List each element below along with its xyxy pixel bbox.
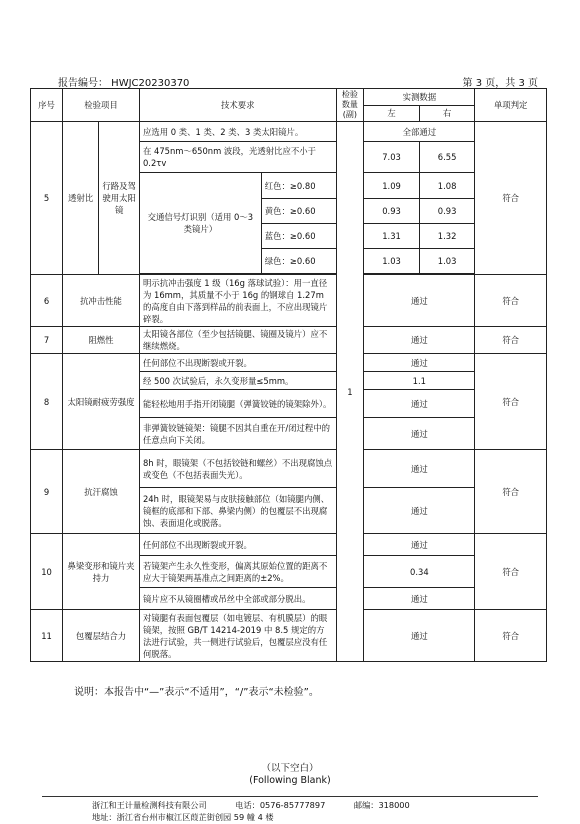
requirement-cell: 24h 时，眼镜架易与皮肤接触部位（如镜腿内侧、镜框的底部和下部、鼻梁内侧）的包覆层不出现腐蚀、表面退化或脱落。 [139, 488, 336, 534]
blank-marker-en: (Following Blank) [249, 775, 331, 786]
measured-cell: 通过 [364, 610, 475, 662]
row-item: 包覆层结合力 [63, 610, 140, 662]
requirement-cell: 应选用 0 类、1 类、2 类、3 类太阳镜片。 [139, 122, 336, 142]
measured-right: 1.08 [419, 173, 475, 199]
row-no: 11 [31, 610, 63, 662]
measured-cell: 通过 [364, 354, 475, 372]
measured-left: 7.03 [364, 142, 420, 173]
requirement-cell: 若镜架产生永久性变形，偏离其原始位置的距离不应大于镜架两基准点之间距离的±2%。 [139, 556, 336, 588]
measured-left: 1.03 [364, 249, 420, 274]
judgement-cell: 符合 [475, 534, 547, 610]
col-left: 左 [364, 105, 420, 122]
measured-cell: 通过 [364, 450, 475, 488]
measured-cell: 全部通过 [364, 122, 475, 142]
judgement-cell: 符合 [475, 275, 547, 327]
measured-cell: 通过 [364, 418, 475, 450]
col-requirement: 技术要求 [139, 89, 336, 122]
judgement-cell: 符合 [475, 610, 547, 662]
footer-address: 地址：浙江省台州市椒江区葭芷街创园 59 幢 4 楼 [92, 812, 274, 822]
requirement-cell: 黄色：≥0.60 [261, 199, 336, 224]
requirement-cell: 蓝色：≥0.60 [261, 224, 336, 249]
measured-cell: 通过 [364, 488, 475, 534]
measured-cell: 1.1 [364, 372, 475, 390]
col-measured: 实测数据 [364, 89, 475, 106]
row-item: 透射比 [63, 122, 99, 275]
requirement-cell: 太阳镜各部位（至少包括镜腿、镜圈及镜片）应不继续燃烧。 [139, 327, 336, 354]
row-item: 抗冲击性能 [63, 275, 140, 327]
row-no: 7 [31, 327, 63, 354]
measured-right: 0.93 [419, 199, 475, 224]
measured-cell: 通过 [364, 275, 475, 327]
col-judgement: 单项判定 [475, 89, 547, 122]
judgement-cell: 符合 [475, 122, 547, 275]
measured-left: 0.93 [364, 199, 420, 224]
measured-right: 1.03 [419, 249, 475, 274]
requirement-cell: 8h 时，眼镜架（不包括铰链和螺丝）不出现腐蚀点或变色（不包括表面失光）。 [139, 450, 336, 488]
row-no: 10 [31, 534, 63, 610]
judgement-cell: 符合 [475, 327, 547, 354]
row-no: 8 [31, 354, 63, 450]
measured-cell: 通过 [364, 588, 475, 610]
col-right: 右 [419, 105, 475, 122]
measured-cell: 通过 [364, 327, 475, 354]
requirement-cell: 经 500 次试验后，永久变形量≤5mm。 [139, 372, 336, 390]
col-quantity: 检验数量(副) [336, 89, 364, 122]
judgement-cell: 符合 [475, 354, 547, 450]
measured-left: 1.31 [364, 224, 420, 249]
footer-postcode: 邮编：318000 [353, 800, 410, 810]
judgement-cell: 符合 [475, 450, 547, 534]
footer-org: 浙江和王计量检测科技有限公司 [92, 800, 207, 810]
report-number: 报告编号： HWJC20230370 [58, 78, 190, 89]
requirement-cell: 红色：≥0.80 [261, 173, 336, 199]
row-no: 9 [31, 450, 63, 534]
measured-cell: 通过 [364, 534, 475, 556]
footer-divider [42, 796, 538, 797]
row-no: 6 [31, 275, 63, 327]
measured-right: 6.55 [419, 142, 475, 173]
requirement-cell: 交通信号灯识别（适用 0～3 类镜片） [139, 173, 261, 274]
requirement-cell: 非弹簧铰链镜架：镜腿不因其自重在开/闭过程中的任意点向下关闭。 [139, 418, 336, 450]
blank-marker-cn: （以下空白） [261, 763, 319, 774]
row-item: 鼻梁变形和镜片夹持力 [63, 534, 140, 610]
row-item: 太阳镜耐疲劳强度 [63, 354, 140, 450]
requirement-cell: 明示抗冲击强度 1 级（16g 落球试验）：用一直径为 16mm，其质量不小于 16g 的钢球自 1.27m 的高度自由下落到样品的前表面上，不应出现镜片碎裂。 [139, 275, 336, 327]
footer-contact [92, 800, 436, 811]
col-seq: 序号 [31, 89, 63, 122]
col-item: 检验项目 [63, 89, 140, 122]
page-indicator: 第 3 页，共 3 页 [462, 78, 538, 89]
row-item: 抗汗腐蚀 [63, 450, 140, 534]
requirement-cell: 能轻松地用手指开闭镜腿（弹簧铰链的镜架除外）。 [139, 390, 336, 418]
requirement-cell: 在 475nm～650nm 波段，光透射比应不小于 0.2τv [139, 142, 336, 173]
row-no: 5 [31, 122, 63, 275]
measured-left: 1.09 [364, 173, 420, 199]
footer-phone: 电话：0576-85777897 [235, 800, 326, 810]
row-item: 阻燃性 [63, 327, 140, 354]
requirement-cell: 任何部位不出现断裂或开裂。 [139, 354, 336, 372]
quantity-cell: 1 [336, 122, 364, 662]
measured-cell: 通过 [364, 390, 475, 418]
test-results-table [30, 88, 547, 662]
requirement-cell: 任何部位不出现断裂或开裂。 [139, 534, 336, 556]
row-subitem: 行路及驾驶用太阳镜 [99, 122, 140, 275]
requirement-cell: 镜片应不从镜圈槽或吊丝中全部或部分脱出。 [139, 588, 336, 610]
legend-note: 说明：本报告中“—”表示“不适用”，“/”表示“未检验”。 [74, 687, 319, 698]
measured-right: 1.32 [419, 224, 475, 249]
measured-cell: 0.34 [364, 556, 475, 588]
requirement-cell: 对镜腿有表面包覆层（如电镀层、有机膜层）的眼镜架，按照 GB/T 14214-2019 中 8.5 规定的方法进行试验，共一侧进行试验后，包覆层应没有任何脱落。 [139, 610, 336, 662]
requirement-cell: 绿色：≥0.60 [261, 249, 336, 274]
